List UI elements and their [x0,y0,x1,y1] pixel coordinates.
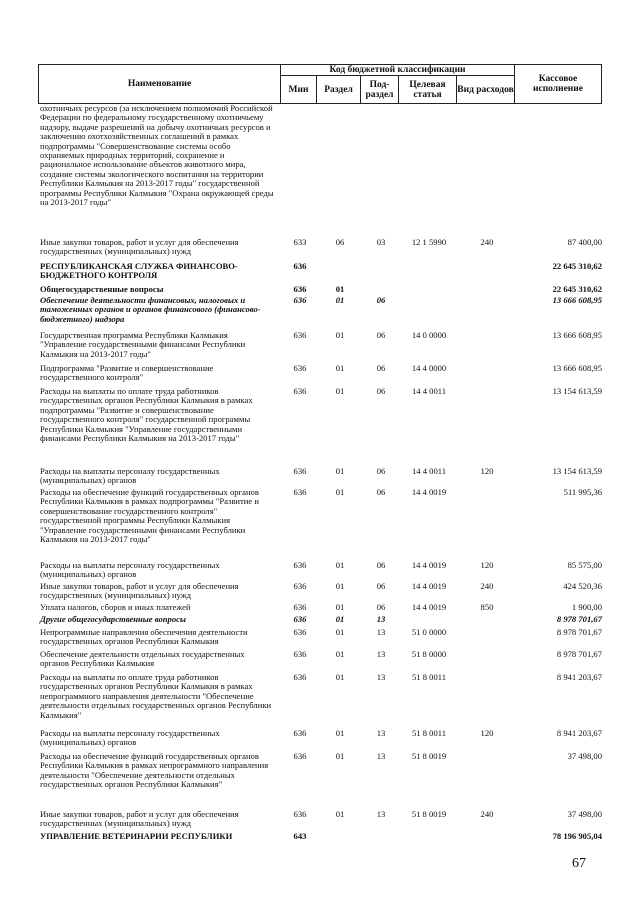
row-name: Расходы на выплаты по оплате труда работников государственных органов Республики Калмыкия в рамках непрограммного направления деятельности "Обеспечение деятельности отдельных государственных органов Республики Калмыкия" [40,672,272,720]
header-kassovoe: Кассовое исполнение [533,74,583,94]
row-sum: 8 941 203,67 [556,672,602,682]
row-min: 636 [293,728,307,738]
row-vid: 240 [480,581,494,591]
row-celevaya: 14 4 0019 [411,581,447,591]
row-podrazdel: 06 [376,466,386,476]
row-name: РЕСПУБЛИКАНСКАЯ СЛУЖБА ФИНАНСОВО-БЮДЖЕТНОГО КОНТРОЛЯ [40,261,238,281]
row-name: Непрограммные направления обеспечения деятельности государственных органов Республики Калмыкия [40,627,248,647]
row-razdel: 01 [335,581,345,591]
row-podrazdel: 06 [376,363,386,373]
row-sum: 511 995,36 [563,487,602,497]
row-podrazdel: 03 [376,237,386,247]
row-razdel: 01 [335,487,345,497]
row-razdel: 01 [335,751,345,761]
row-celevaya: 51 8 0011 [411,728,447,738]
row-podrazdel: 06 [376,386,386,396]
row-sum: 37 498,00 [567,751,602,761]
row-razdel: 01 [335,649,345,659]
row-min: 636 [293,627,307,637]
row-min: 636 [293,261,307,271]
row-podrazdel: 13 [376,614,386,624]
row-name: Иные закупки товаров, работ и услуг для обеспечения государственных (муниципальных) нужд [40,581,239,601]
row-name: Расходы на выплаты персоналу государственных (муниципальных) органов [40,728,220,748]
row-razdel: 01 [335,728,345,738]
row-min: 636 [293,466,307,476]
row-name: Иные закупки товаров, работ и услуг для обеспечения государственных (муниципальных) нужд [40,809,239,829]
row-sum: 37 498,00 [567,809,602,819]
row-celevaya: 51 0 0000 [411,627,447,637]
row-celevaya: 51 8 0000 [411,649,447,659]
page-number: 67 [572,856,586,871]
row-vid: 240 [480,237,494,247]
row-min: 636 [293,487,307,497]
row-podrazdel: 06 [376,602,386,612]
row-podrazdel: 06 [376,295,386,305]
row-min: 636 [293,614,307,624]
row-podrazdel: 13 [376,751,386,761]
row-sum: 13 666 608,95 [552,330,602,340]
row-celevaya: 14 4 0011 [411,386,447,396]
row-razdel: 01 [335,809,345,819]
row-name: Уплата налогов, сборов и иных платежей [40,602,191,612]
row-sum: 13 154 613,59 [552,386,602,396]
row-name: УПРАВЛЕНИЕ ВЕТЕРИНАРИИ РЕСПУБЛИКИ [40,831,233,841]
row-min: 636 [293,295,307,305]
row-name: Государственная программа Республики Калмыкия "Управление государственными финансами Республики Калмыкия на 2013-2017 годы" [40,330,246,359]
header-name: Наименование [39,65,281,103]
row-celevaya: 51 8 0011 [411,672,447,682]
row-vid: 850 [480,602,494,612]
row-celevaya: 14 4 0019 [411,487,447,497]
row-name: Расходы на обеспечение функций государственных органов Республики Калмыкия в рамках подпрограммы "Развитие и совершенствование государственного контроля" государственной программы Республики Калмыкия "Управление государственными финансами Республики Калмыкия на 2013-2017 годы" [40,487,259,545]
header-code-group: Код бюджетной классификации [281,65,515,76]
row-razdel: 01 [335,627,345,637]
row-sum: 8 941 203,67 [556,728,602,738]
row-podrazdel: 06 [376,581,386,591]
header-celevaya: Целевая статья [399,76,457,103]
row-sum: 22 645 310,62 [552,284,602,294]
row-min: 633 [293,237,307,247]
row-sum: 13 666 608,95 [552,295,602,305]
row-vid: 120 [480,728,494,738]
row-podrazdel: 13 [376,672,386,682]
row-celevaya: 14 0 0000 [411,330,447,340]
row-vid: 120 [480,560,494,570]
row-name: Расходы на выплаты по оплате труда работников государственных органов Республики Калмыкия в рамках подпрограммы "Развитие и совершенствование государственного контроля" государственной программы Республики Калмыкия "Управление государственными финансами Республики Калмыкия на 2013-2017 годы" [40,386,253,444]
row-sum: 1 900,00 [571,602,602,612]
row-celevaya: 14 4 0011 [411,466,447,476]
row-podrazdel: 06 [376,560,386,570]
row-razdel: 01 [335,614,345,624]
row-min: 636 [293,602,307,612]
row-vid: 120 [480,466,494,476]
header-razdel: Раздел [317,76,361,103]
row-min: 643 [293,831,307,841]
row-sum: 8 978 701,67 [556,649,602,659]
row-vid: 240 [480,809,494,819]
row-sum: 85 575,00 [567,560,602,570]
row-min: 636 [293,363,307,373]
row-sum: 424 520,36 [563,581,602,591]
row-name: Расходы на выплаты персоналу государственных (муниципальных) органов [40,466,220,486]
row-min: 636 [293,560,307,570]
table-header [38,64,602,104]
row-name: охотничьих ресурсов (за исключением полномочий Российской Федерации по федеральному государственному охотничьему надзору, выдаче разрешений на добычу охотничьих ресурсов и заключению охотхозяйственных соглашений в рамках подпрограммы "Совершенствование системы особо охраняемых природных территорий, сохранение и рациональное использование объектов животного мира, создание системы экологического воспитания на территории Республики Калмыкия на 2013-2017 годы" государственной программы Республики Калмыкия "Охрана окружающей среды на 2013-2017 годы" [40,103,274,208]
row-min: 636 [293,386,307,396]
row-celevaya: 51 8 0019 [411,809,447,819]
row-razdel: 01 [335,284,345,294]
row-celevaya: 14 4 0019 [411,560,447,570]
row-razdel: 01 [335,560,345,570]
row-min: 636 [293,581,307,591]
row-razdel: 06 [335,237,345,247]
row-razdel: 01 [335,363,345,373]
row-razdel: 01 [335,386,345,396]
row-podrazdel: 06 [376,487,386,497]
row-min: 636 [293,751,307,761]
row-name: Расходы на выплаты персоналу государственных (муниципальных) органов [40,560,220,580]
row-sum: 13 154 613,59 [552,466,602,476]
row-name: Обеспечение деятельности отдельных государственных органов Республики Калмыкия [40,649,245,669]
row-name: Подпрограмма "Развитие и совершенствование государственного контроля" [40,363,214,383]
row-name: Обеспечение деятельности финансовых, налоговых и таможенных органов и органов финансового (финансово-бюджетного) надзора [40,295,261,324]
row-podrazdel: 13 [376,809,386,819]
row-razdel: 01 [335,295,345,305]
row-razdel: 01 [335,602,345,612]
row-podrazdel: 13 [376,649,386,659]
header-min: Мин [281,76,317,103]
row-name: Расходы на обеспечение функций государственных органов Республики Калмыкия в рамках непрограммного направления деятельности "Обеспечение деятельности отдельных государственных органов Республики Калмыкия" [40,751,269,790]
row-sum: 8 978 701,67 [556,627,602,637]
row-podrazdel: 06 [376,330,386,340]
row-sum: 87 400,00 [567,237,602,247]
row-celevaya: 14 4 0000 [411,363,447,373]
row-min: 636 [293,284,307,294]
row-min: 636 [293,809,307,819]
row-celevaya: 12 1 5990 [411,237,447,247]
row-name: Другие общегосударственные вопросы [40,614,186,624]
row-name: Общегосударственные вопросы [40,284,164,294]
row-sum: 8 978 701,67 [556,614,602,624]
header-vid: Вид расходов [457,76,515,103]
row-min: 636 [293,672,307,682]
row-podrazdel: 13 [376,627,386,637]
row-razdel: 01 [335,672,345,682]
row-sum: 22 645 310,62 [552,261,602,271]
row-podrazdel: 13 [376,728,386,738]
row-min: 636 [293,649,307,659]
row-celevaya: 14 4 0019 [411,602,447,612]
header-podrazdel: Под-раздел [361,76,399,103]
row-razdel: 01 [335,330,345,340]
row-min: 636 [293,330,307,340]
row-name: Иные закупки товаров, работ и услуг для обеспечения государственных (муниципальных) нужд [40,237,239,257]
row-sum: 13 666 608,95 [552,363,602,373]
row-celevaya: 51 8 0019 [411,751,447,761]
row-sum: 78 196 905,04 [552,831,602,841]
row-razdel: 01 [335,466,345,476]
